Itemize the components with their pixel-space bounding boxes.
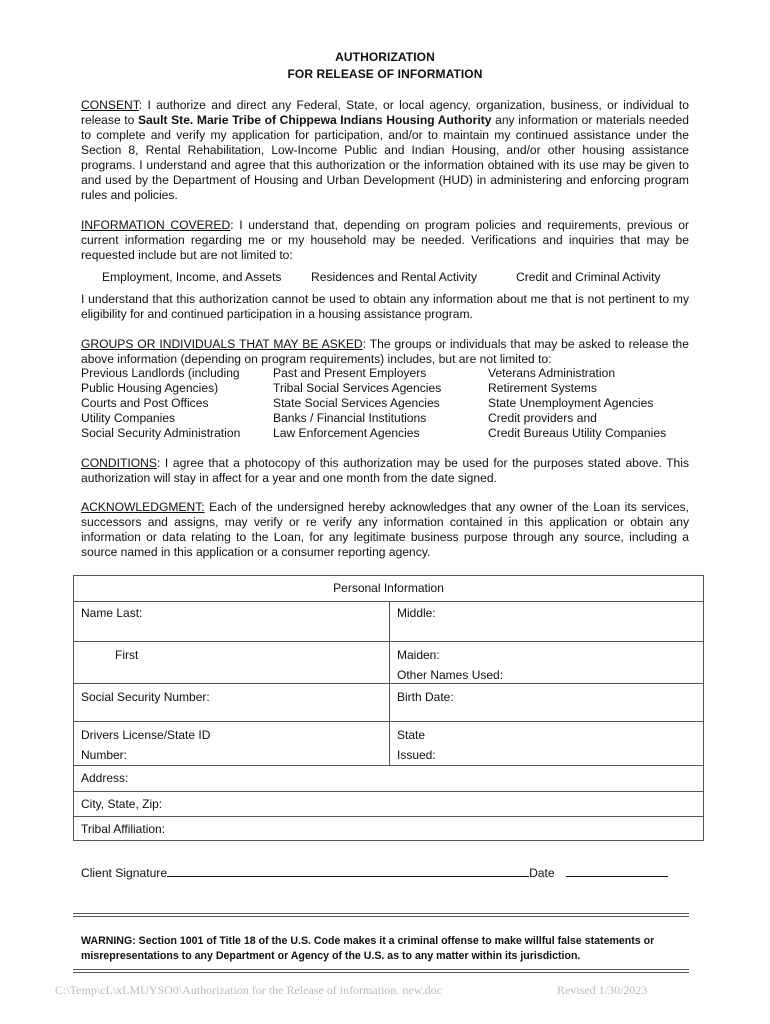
- groups-column-2: [273, 366, 441, 441]
- acknowledgment-section: [81, 500, 689, 560]
- state-issued-label: Issued:: [397, 748, 436, 762]
- group-item: Previous Landlords (including: [81, 366, 240, 380]
- info-item-residences: Residences and Rental Activity: [311, 270, 478, 284]
- warning-bottom-rule-2: [73, 972, 689, 973]
- tribal-affiliation-field[interactable]: [74, 817, 704, 841]
- group-item: State Unemployment Agencies: [488, 396, 654, 410]
- middle-name-label: Middle:: [397, 606, 436, 620]
- acknowledgment-text: Each of the undersigned hereby acknowledges that any owner of the Loan its services, successors and assigns, may verify or re verify any information contained in this application or obtain any information or data relating to the Loan, for any legitimate business purpose through any source, including a source named in this application or a consumer reporting agency.: [81, 500, 689, 559]
- consent-section: [81, 98, 689, 203]
- info-covered-section: [81, 218, 689, 263]
- birth-date-label: Birth Date:: [397, 690, 454, 704]
- maiden-name-field[interactable]: [390, 642, 704, 684]
- group-item: Credit providers and: [488, 411, 597, 425]
- conditions-text: : I agree that a photocopy of this authorization may be used for the purposes stated above. This authorization will stay in affect for a year and one month from the date signed.: [81, 456, 689, 485]
- address-field[interactable]: [74, 766, 704, 792]
- group-item: Past and Present Employers: [273, 366, 427, 380]
- group-item: Courts and Post Offices: [81, 396, 209, 410]
- info-covered-note: I understand that this authorization cannot be used to obtain any information about me that is not pertinent to my eligibility for and continued participation in a housing assistance program.: [81, 292, 689, 321]
- signature-row: [81, 866, 668, 880]
- warning-bottom-rule: [73, 969, 689, 970]
- city-state-zip-field[interactable]: [74, 792, 704, 817]
- conditions-heading: CONDITIONS: [81, 456, 157, 470]
- client-signature-line[interactable]: [167, 866, 529, 877]
- info-item-employment: Employment, Income, and Assets: [102, 270, 282, 284]
- middle-name-field[interactable]: [390, 602, 704, 642]
- warning-top-rule-2: [73, 916, 689, 917]
- group-item: Credit Bureaus Utility Companies: [488, 426, 667, 440]
- groups-column-3: [488, 366, 666, 441]
- groups-section: [81, 337, 689, 367]
- date-label: Date: [529, 866, 555, 880]
- info-covered-text: : I understand that, depending on program policies and requirements, previous or current information regarding me or my household may be needed. Verifications and inquiries that may be requested include but are not limited to:: [81, 218, 690, 262]
- city-state-zip-label: City, State, Zip:: [81, 797, 163, 811]
- group-item: Utility Companies: [81, 411, 176, 425]
- consent-text-a: : I authorize and direct any Federal, State, or local agency, organization, business, or individual to release to: [81, 98, 689, 127]
- conditions-section: [81, 456, 689, 486]
- info-covered-items: [102, 270, 702, 286]
- state-label: State: [397, 728, 426, 742]
- groups-text: : The groups or individuals that may be asked to release the above information (depending on program requirements) includes, but are not limited to:: [81, 337, 690, 366]
- address-label: Address:: [81, 771, 129, 785]
- maiden-name-label: Maiden:: [397, 648, 440, 662]
- footer-file-path: C:\Temp\cL\xLMUYSO0\Authorization for the Release of information. new.doc: [55, 983, 442, 997]
- state-issued-field[interactable]: [390, 722, 704, 766]
- group-item: Veterans Administration: [488, 366, 616, 380]
- ssn-label: Social Security Number:: [81, 690, 210, 704]
- client-signature-label: Client Signature: [81, 866, 168, 880]
- consent-org-name: Sault Ste. Marie Tribe of Chippewa Indians Housing Authority: [137, 113, 492, 127]
- drivers-license-number-label: Number:: [81, 748, 128, 762]
- consent-text-b: any information or materials needed to complete and verify my application for participation, and/or to maintain my continued assistance under the Section 8, Rental Rehabilitation, Low-Income Public and Indian Housing, and/or other housing assistance programs. I understand and agree that this authorization or the information obtained with its use may be given to and used by the Department of Housing and Urban Development (HUD) in administering and enforcing program rules and policies.: [81, 113, 689, 202]
- groups-heading: GROUPS OR INDIVIDUALS THAT MAY BE ASKED: [81, 337, 363, 351]
- group-item: Tribal Social Services Agencies: [273, 381, 442, 395]
- first-name-label: First: [115, 648, 139, 662]
- warning-top-rule: [73, 913, 689, 914]
- groups-column-1: [81, 366, 240, 441]
- info-item-credit: Credit and Criminal Activity: [516, 270, 661, 284]
- first-name-field[interactable]: [74, 642, 390, 684]
- acknowledgment-heading: ACKNOWLEDGMENT:: [81, 500, 205, 514]
- group-item: Public Housing Agencies): [81, 381, 219, 395]
- group-item: Law Enforcement Agencies: [273, 426, 420, 440]
- doc-title-line2: FOR RELEASE OF INFORMATION: [287, 67, 483, 81]
- date-line[interactable]: [566, 866, 668, 877]
- consent-heading: CONSENT: [81, 98, 139, 112]
- ssn-field[interactable]: [74, 684, 390, 722]
- footer-revised-date: Revised 1/30/2023: [557, 983, 648, 997]
- birth-date-field[interactable]: [390, 684, 704, 722]
- doc-title-line1: AUTHORIZATION: [335, 50, 435, 64]
- info-covered-heading: INFORMATION COVERED: [81, 218, 231, 232]
- warning-text: WARNING: Section 1001 of Title 18 of the U.S. Code makes it a criminal offense to make willful false statements or misrepresentations to any Department or Agency of the U.S. as to any matter within its jurisdiction.: [81, 935, 655, 962]
- other-names-label: Other Names Used:: [397, 668, 504, 682]
- group-item: Banks / Financial Institutions: [273, 411, 427, 425]
- personal-info-form: [73, 575, 704, 841]
- drivers-license-label: Drivers License/State ID: [81, 728, 211, 742]
- last-name-field[interactable]: [74, 602, 390, 642]
- drivers-license-field[interactable]: [74, 722, 390, 766]
- group-item: Social Security Administration: [81, 426, 241, 440]
- personal-info-heading: Personal Information: [74, 576, 704, 602]
- group-item: State Social Services Agencies: [273, 396, 440, 410]
- group-item: Retirement Systems: [488, 381, 597, 395]
- last-name-label: Name Last:: [81, 606, 143, 620]
- tribal-affiliation-label: Tribal Affiliation:: [81, 822, 166, 836]
